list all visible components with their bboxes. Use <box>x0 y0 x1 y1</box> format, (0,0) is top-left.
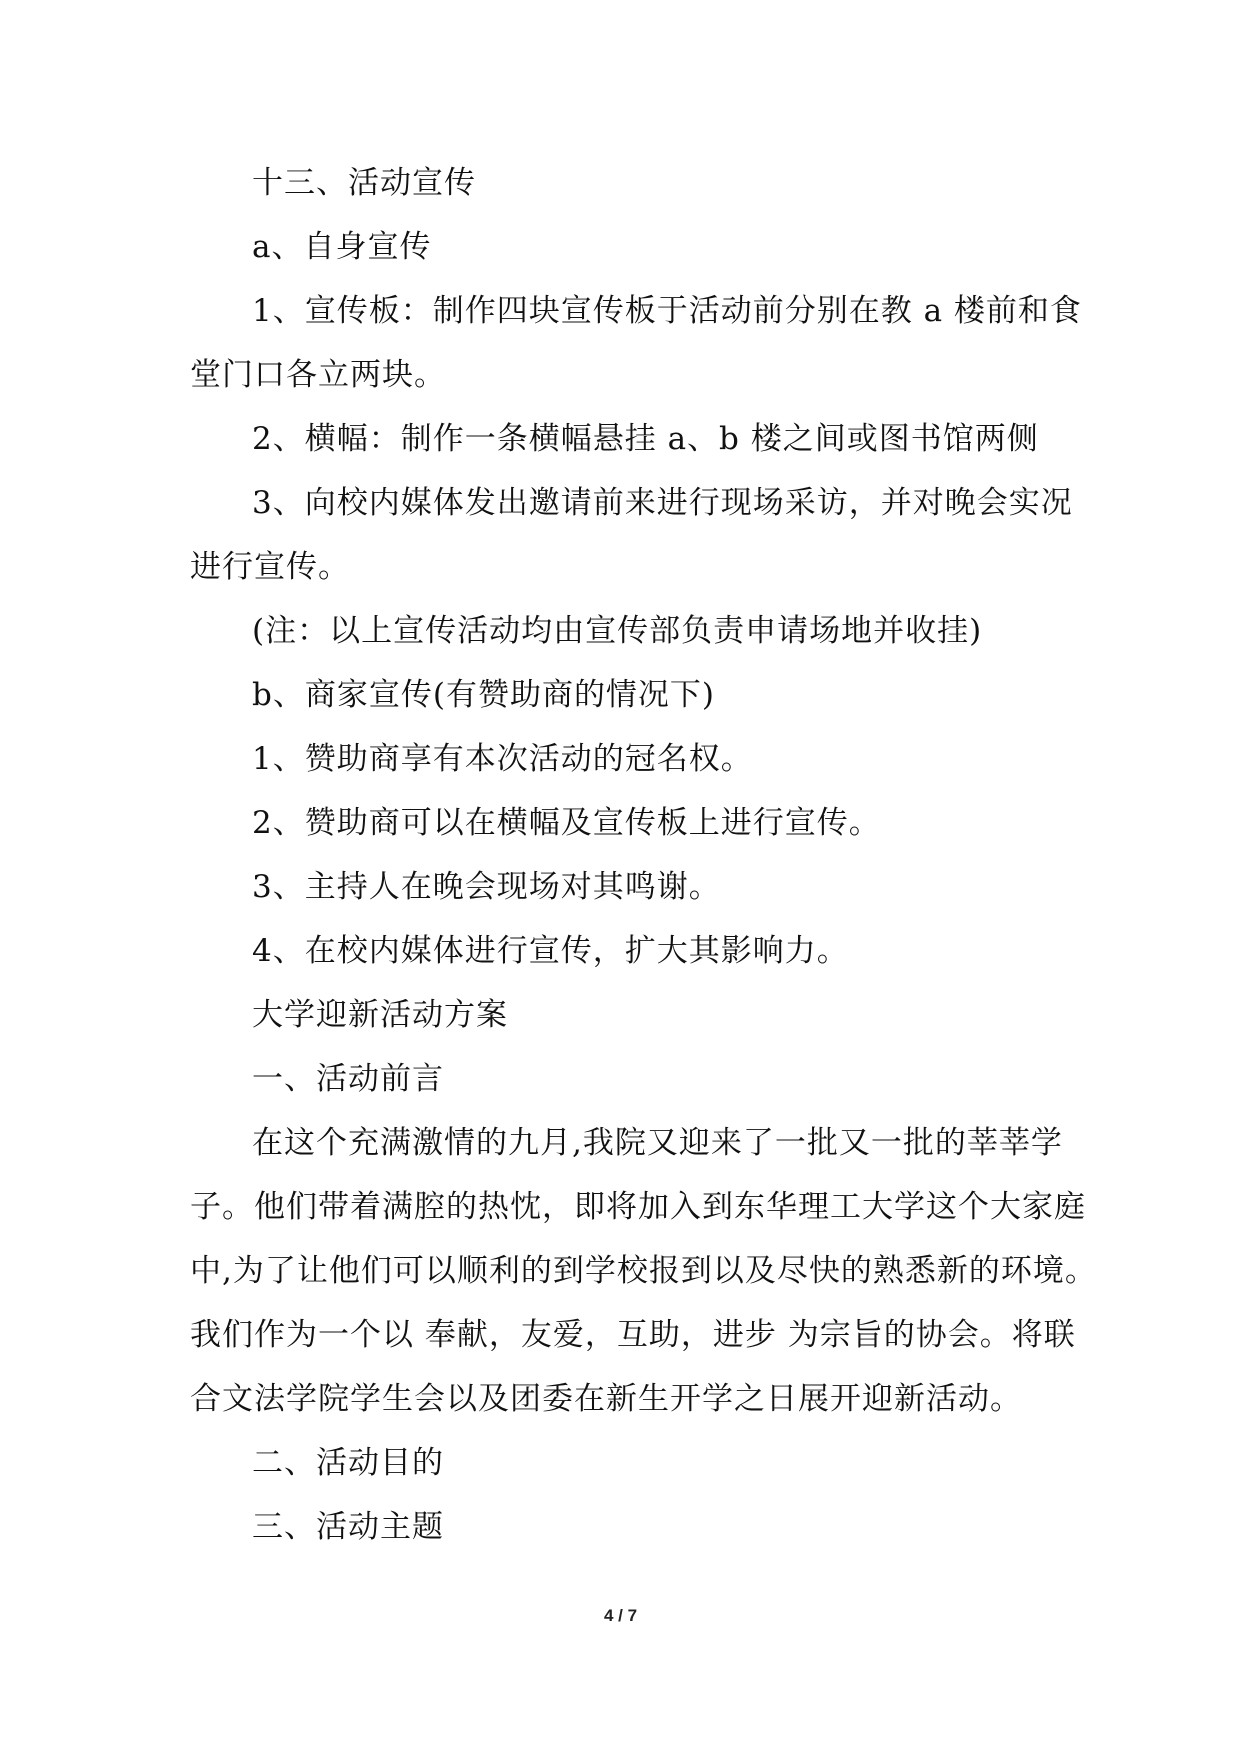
paragraph-line: 2、横幅：制作一条横幅悬挂 a、b 楼之间或图书馆两侧 <box>252 421 1039 457</box>
section-heading: 二、活动目的 <box>252 1445 444 1481</box>
paragraph-line: 子。他们带着满腔的热忱，即将加入到东华理工大学这个大家庭 <box>190 1189 1086 1225</box>
paragraph-line: 中,为了让他们可以顺利的到学校报到以及尽快的熟悉新的环境。 <box>190 1253 1097 1289</box>
paragraph-line: 4、在校内媒体进行宣传，扩大其影响力。 <box>252 933 849 969</box>
paragraph-line: 我们作为一个以 奉献，友爱，互助，进步 为宗旨的协会。将联 <box>190 1317 1076 1353</box>
paragraph-line: 在这个充满激情的九月,我院又迎来了一批又一批的莘莘学 <box>252 1125 1063 1161</box>
paragraph-line: 堂门口各立两块。 <box>190 357 446 393</box>
paragraph-line: 3、主持人在晚会现场对其鸣谢。 <box>252 869 721 905</box>
paragraph-line: 3、向校内媒体发出邀请前来进行现场采访，并对晚会实况 <box>252 485 1073 521</box>
section-heading: 三、活动主题 <box>252 1509 444 1545</box>
paragraph-line: 1、宣传板：制作四块宣传板于活动前分别在教 a 楼前和食 <box>252 293 1082 329</box>
page-number: 4 / 7 <box>603 1606 638 1625</box>
paragraph-line: 2、赞助商可以在横幅及宣传板上进行宣传。 <box>252 805 881 841</box>
paragraph-line: 进行宣传。 <box>190 549 350 585</box>
note-line: (注：以上宣传活动均由宣传部负责申请场地并收挂) <box>252 613 983 649</box>
paragraph-line: 1、赞助商享有本次活动的冠名权。 <box>252 741 753 777</box>
paragraph-line: 合文法学院学生会以及团委在新生开学之日展开迎新活动。 <box>190 1381 1022 1417</box>
section-heading: 一、活动前言 <box>252 1061 444 1097</box>
subsection-heading: a、自身宣传 <box>252 229 432 265</box>
document-title: 大学迎新活动方案 <box>252 997 508 1033</box>
section-heading: 十三、活动宣传 <box>252 165 476 201</box>
subsection-heading: b、商家宣传(有赞助商的情况下) <box>252 677 716 713</box>
